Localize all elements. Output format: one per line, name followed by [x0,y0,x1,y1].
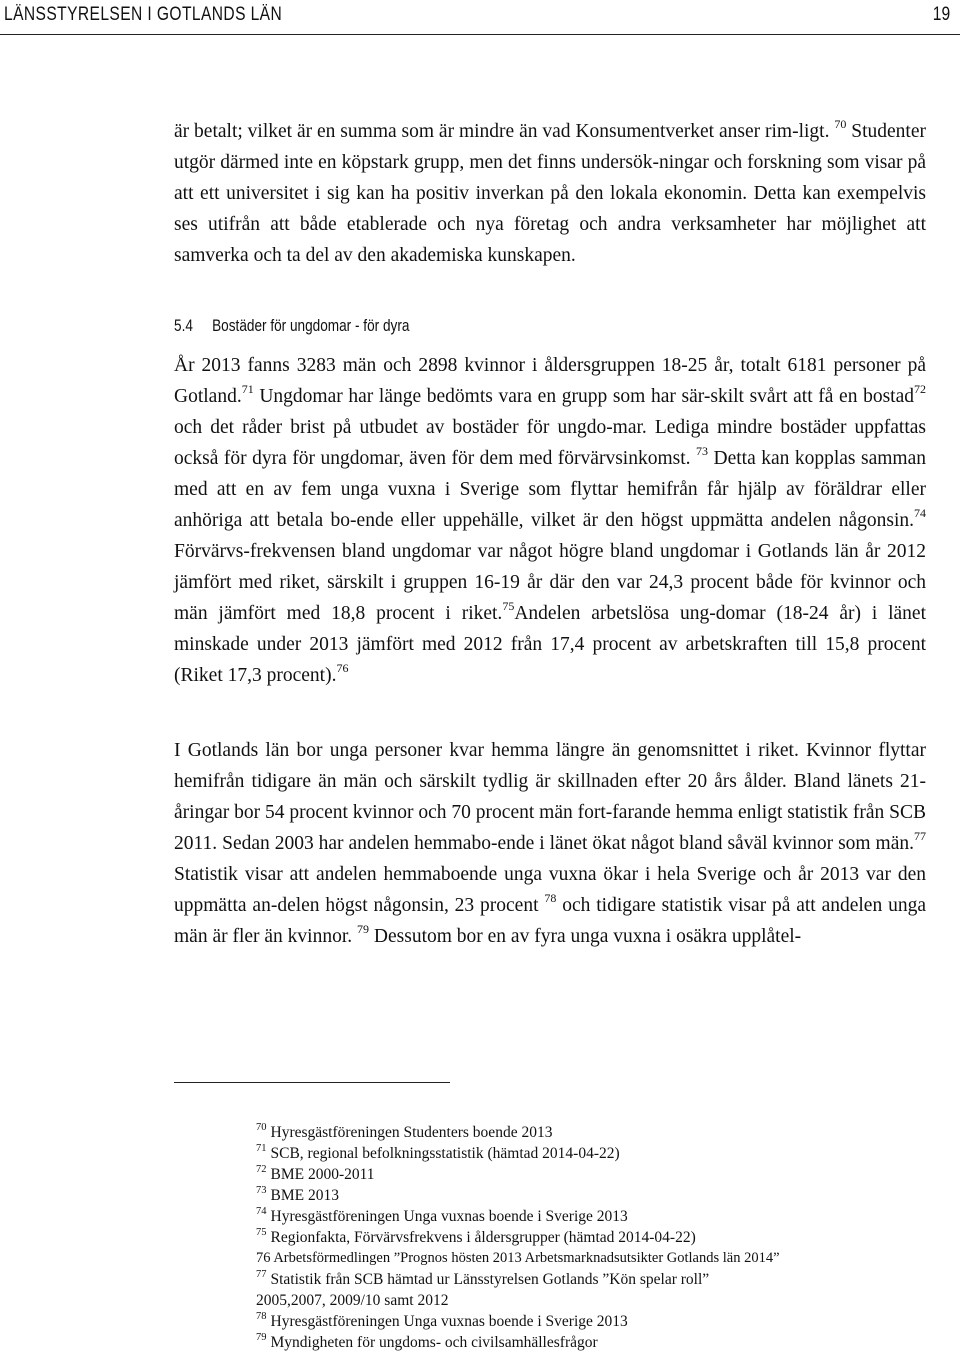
paragraph-text: och tidigare statistik visar på att andelen unga män är fler än kvinnor. [174,895,926,947]
paragraph-1 [174,116,926,271]
paragraph-text: Ungdomar har länge bedömts vara en grupp som har sär-skilt svårt att få en bostad [253,386,914,407]
paragraph-text: Detta kan kopplas samman med att en av fem unga vuxna i Sverige som flyttar hemifrån får hjälp av föräldrar eller anhöriga att betala bo-ende eller uppehälle, vilket är den högst uppmätta andelen någonsin. [174,448,926,531]
footnote-text: Hyresgästföreningen Unga vuxnas boende i Sverige 2013 [270,1313,628,1330]
footnote-text: 2005,2007, 2009/10 samt 2012 [256,1292,449,1309]
footnote-ref[interactable]: 77 [914,828,926,843]
footnote-ref[interactable]: 73 [696,443,708,458]
header-rule [0,34,960,35]
footnote-number: 70 [256,1121,267,1133]
footnote-text: BME 2013 [270,1187,339,1204]
footnote-number: 72 [256,1163,267,1175]
footnote-ref[interactable]: 75 [502,598,515,613]
paragraph-text: är betalt; vilket är en summa som är mindre än vad Konsumentverket anser rim-ligt. [174,121,830,142]
footnote [256,1206,916,1227]
paragraph-text: och det råder brist på utbudet av bostäder för ungdo-mar. Lediga mindre bostäder uppfattas också för dyra för ungdomar, även för dem med förvärvsinkomst. [174,417,926,469]
footnote [256,1311,916,1332]
section-heading [174,316,409,336]
paragraph-text: Förvärvs-frekvensen bland ungdomar var något högre bland ungdomar i Gotlands län år 2012 jämfört med riket, särskilt i gruppen 16-19 år där den var 24,3 procent både för kvinnor och män jämfört med 18,8 procent i riket. [174,541,926,624]
footnote-number: 77 [256,1268,267,1280]
footnote-number: 73 [256,1184,267,1196]
footnote-text: Statistik från SCB hämtad ur Länsstyrelsen Gotlands ”Kön spelar roll” [270,1271,710,1288]
footnote-text: Myndigheten för ungdoms- och civilsamhällesfrågor [270,1334,598,1351]
footnote [256,1227,916,1248]
section-title: Bostäder för ungdomar - för dyra [212,316,410,335]
footnote: 76 Arbetsförmedlingen ”Prognos hösten 2013 Arbetsmarknadsutsikter Gotlands län 2014” [256,1250,780,1266]
footnote-ref[interactable]: 71 [241,381,254,396]
footnote-continuation [256,1290,916,1311]
footnote-ref[interactable]: 76 [336,660,349,675]
header-title: LÄNSSTYRELSEN I GOTLANDS LÄN [4,4,283,25]
footnote-number: 75 [256,1226,267,1238]
footnote-ref[interactable]: 78 [544,890,557,905]
footnote-number: 79 [256,1331,267,1343]
page-header [0,0,960,34]
footnote [256,1164,916,1185]
footnote-ref[interactable]: 79 [357,921,370,936]
paragraph-text: Dessutom bor en av fyra unga vuxna i osäkra upplåtel- [369,926,802,947]
footnote-number: 71 [256,1142,267,1154]
footnote-ref[interactable]: 72 [914,381,926,396]
paragraph-text: I Gotlands län bor unga personer kvar hemma längre än genomsnittet i riket. Kvinnor flyttar hemifrån tidigare än män och särskilt tydlig är skillnaden efter 20 års ålder. Bland länets 21-åringar bor 54 procent kvinnor och 70 procent män fort-farande hemma enligt statistik från SCB 2011. Sedan 2003 har andelen hemmabo-ende i länet ökat något bland såväl kvinnor som män. [174,740,926,854]
footnote-ref[interactable]: 70 [834,116,847,131]
footnote [256,1332,916,1353]
footnote-separator [174,1082,450,1083]
footnote-text: SCB, regional befolkningsstatistik (hämtad 2014-04-22) [270,1145,620,1162]
footnote-ref[interactable]: 74 [914,505,926,520]
footnote [256,1143,916,1164]
footnote [256,1269,916,1290]
footnote-number: 74 [256,1205,267,1217]
footnote [256,1122,916,1143]
paragraph-3 [174,735,926,952]
page-number: 19 [932,4,950,25]
paragraph-text: Studenter utgör därmed inte en köpstark grupp, men det finns undersök-ningar och forskning som visar på att ett universitet i sig kan ha positiv inverkan på den lokala ekonomin. Detta kan exempelvis ses utifrån att både etablerade och nya företag och andra verksamheter har möjlighet att samverka och ta del av den akademiska kunskapen. [174,121,927,266]
footnote [256,1185,916,1206]
footnote-text: Regionfakta, Förvärvsfrekvens i åldersgrupper (hämtad 2014-04-22) [270,1229,696,1246]
paragraph-text: Andelen arbetslösa ung-domar (18-24 år) i länet minskade under 2013 jämfört med 2012 från 17,4 procent av arbetskraften till 15,8 procent (Riket 17,3 procent). [174,603,926,686]
paragraph-2 [174,350,926,691]
footnote-text: BME 2000-2011 [270,1166,375,1183]
footnote-number: 78 [256,1310,267,1322]
footnotes [256,1122,916,1353]
footnote-text: Hyresgästföreningen Studenters boende 2013 [270,1124,553,1141]
footnote-text: Hyresgästföreningen Unga vuxnas boende i Sverige 2013 [270,1208,628,1225]
paragraph-text: Statistik visar att andelen hemmaboende unga vuxna ökar i hela Sverige och år 2013 var den uppmätta an-delen högst någonsin, 23 procent [174,864,926,916]
section-number: 5.4 [174,316,193,335]
paragraph-text: År 2013 fanns 3283 män och 2898 kvinnor i åldersgruppen 18-25 år, totalt 6181 personer på Gotland. [174,355,926,407]
